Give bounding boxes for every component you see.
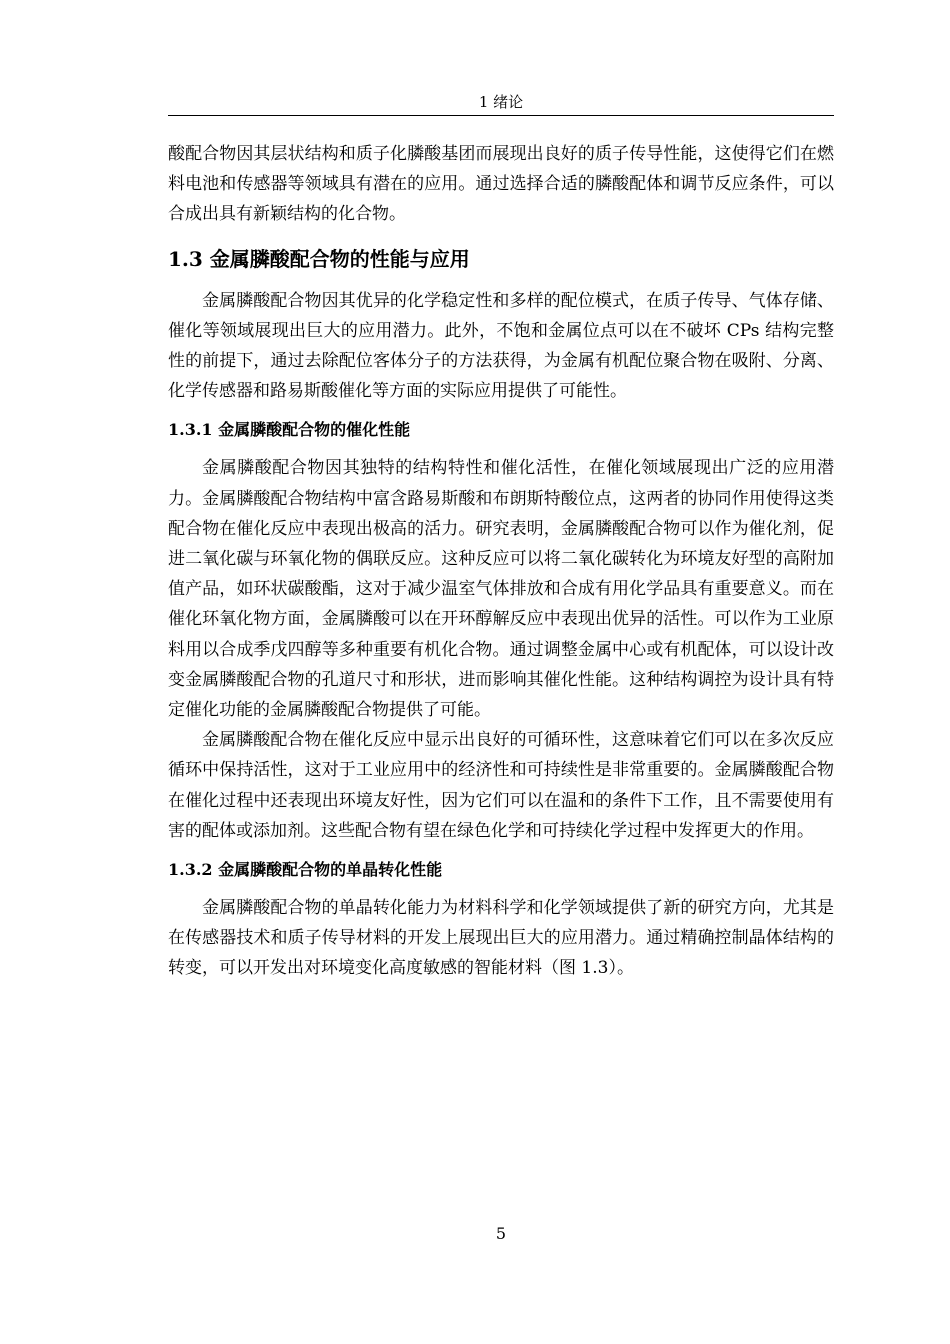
page-number: 5: [495, 1224, 507, 1243]
paragraph-1-3: 金属膦酸配合物因其优异的化学稳定性和多样的配位模式，在质子传导、气体存储、催化等领域展现出巨大的应用潜力。此外，不饱和金属位点可以在不破坏 CPs 结构完整性的前提下，通过去除配位客体分子的方法获得，为金属有机配位聚合物在吸附、分离、化学传感器和路易斯酸催化等方面的实际应用提供了可能性。: [168, 290, 834, 402]
paragraph-1-3-2: 金属膦酸配合物的单晶转化能力为材料科学和化学领域提供了新的研究方向，尤其是在传感器技术和质子传导材料的开发上展现出巨大的应用潜力。通过精确控制晶体结构的转变，可以开发出对环境变化高度敏感的智能材料（图 1.3）。: [168, 898, 834, 979]
paragraph-1-3-1-a: 金属膦酸配合物因其独特的结构特性和催化活性，在催化领域展现出广泛的应用潜力。金属膦酸配合物结构中富含路易斯酸和布朗斯特酸位点，这两者的协同作用使得这类配合物在催化反应中表现出极高的活力。研究表明，金属膦酸配合物可以作为催化剂，促进二氧化碳与环氧化物的偶联反应。这种反应可以将二氧化碳转化为环境友好型的高附加值产品，如环状碳酸酯，这对于减少温室气体排放和合成有用化学品具有重要意义。而在催化环氧化物方面，金属膦酸可以在开环醇解反应中表现出优异的活性。可以作为工业原料用以合成季戊四醇等多种重要有机化合物。通过调整金属中心或有机配体，可以设计改变金属膦酸配合物的孔道尺寸和形状，进而影响其催化性能。这种结构调控为设计具有特定催化功能的金属膦酸配合物提供了可能。: [168, 458, 834, 721]
header-rule: [168, 115, 834, 116]
paragraph-intro-continued: 酸配合物因其层状结构和质子化膦酸基团而展现出良好的质子传导性能，这使得它们在燃料电池和传感器等领域具有潜在的应用。通过选择合适的膦酸配体和调节反应条件，可以合成出具有新颖结构的化合物。: [168, 144, 834, 225]
running-header: 1 绪论: [478, 93, 524, 111]
section-heading-1-3: 1.3 金属膦酸配合物的性能与应用: [168, 246, 470, 271]
paragraph-1-3-1-b: 金属膦酸配合物在催化反应中显示出良好的可循环性，这意味着它们可以在多次反应循环中保持活性，这对于工业应用中的经济性和可持续性是非常重要的。金属膦酸配合物在催化过程中还表现出环境友好性，因为它们可以在温和的条件下工作，且不需要使用有害的配体或添加剂。这些配合物有望在绿色化学和可持续化学过程中发挥更大的作用。: [168, 730, 834, 841]
section-heading-1-3-1: 1.3.1 金属膦酸配合物的催化性能: [168, 420, 411, 440]
section-heading-1-3-2: 1.3.2 金属膦酸配合物的单晶转化性能: [168, 860, 443, 880]
page-body: [168, 139, 834, 984]
